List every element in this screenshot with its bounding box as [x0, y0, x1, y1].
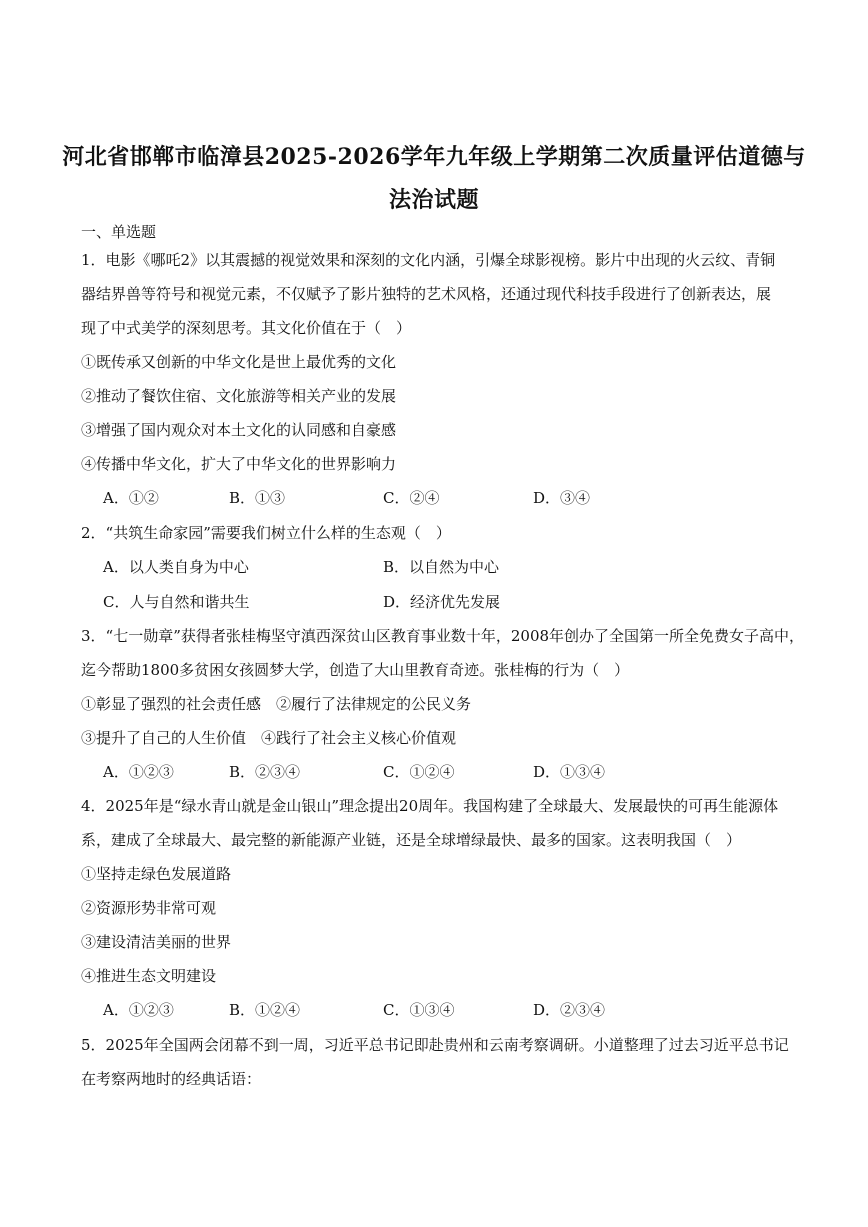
q3-option-d[interactable]: D．①③④ [533, 763, 606, 781]
q4-statement-4: ④推进生态文明建设 [81, 967, 217, 985]
q4-statement-3: ③建设清洁美丽的世界 [81, 933, 232, 951]
q5-stem-line1: 5．2025年全国两会闭幕不到一周，习近平总书记即赴贵州和云南考察调研。小道整理了过去习近平总书记 [81, 1036, 789, 1054]
q1-option-a[interactable]: A．①② [103, 489, 159, 507]
q1-stem-line2: 器结界兽等符号和视觉元素，不仅赋予了影片独特的艺术风格，还通过现代科技手段进行了创新表达，展 [81, 285, 772, 303]
q1-stem-line1: 1．电影《哪吒2》以其震撼的视觉效果和深刻的文化内涵，引爆全球影视榜。影片中出现的火云纹、青铜 [81, 251, 776, 269]
section-heading: 一、单选题 [81, 223, 157, 241]
q3-stem-line1: 3．“七一勋章”获得者张桂梅坚守滇西深贫山区教育事业数十年，2008年创办了全国第一所全免费女子高中， [81, 627, 805, 645]
q5-stem-line2: 在考察两地时的经典话语： [81, 1070, 262, 1088]
q1-statement-2: ②推动了餐饮住宿、文化旅游等相关产业的发展 [81, 387, 397, 405]
q1-statement-3: ③增强了国内观众对本土文化的认同感和自豪感 [81, 421, 397, 439]
q1-option-c[interactable]: C．②④ [383, 489, 440, 507]
q4-option-a[interactable]: A．①②③ [103, 1001, 174, 1019]
q2-option-c[interactable]: C．人与自然和谐共生 [103, 593, 250, 611]
q3-statements-2: ③提升了自己的人生价值 ④践行了社会主义核心价值观 [81, 729, 457, 747]
q2-option-d[interactable]: D．经济优先发展 [383, 593, 501, 611]
q4-statement-1: ①坚持走绿色发展道路 [81, 865, 232, 883]
q1-option-b[interactable]: B．①③ [229, 489, 286, 507]
q3-option-a[interactable]: A．①②③ [103, 763, 174, 781]
q3-stem-line2: 迄今帮助1800多贫困女孩圆梦大学，创造了大山里教育奇迹。张桂梅的行为（ ） [81, 661, 630, 679]
q1-statement-4: ④传播中华文化，扩大了中华文化的世界影响力 [81, 455, 397, 473]
q4-stem-line2: 系，建成了全球最大、最完整的新能源产业链，还是全球增绿最快、最多的国家。这表明我国（ ） [81, 831, 742, 849]
q4-option-c[interactable]: C．①③④ [383, 1001, 455, 1019]
q4-statement-2: ②资源形势非常可观 [81, 899, 217, 917]
exam-title-line1: 河北省邯郸市临漳县2025-2026学年九年级上学期第二次质量评估道德与 [62, 144, 806, 170]
q1-statement-1: ①既传承又创新的中华文化是世上最优秀的文化 [81, 353, 397, 371]
q3-statements-1: ①彰显了强烈的社会责任感 ②履行了法律规定的公民义务 [81, 695, 472, 713]
q1-stem-line3: 现了中式美学的深刻思考。其文化价值在于（ ） [81, 319, 412, 337]
q3-option-c[interactable]: C．①②④ [383, 763, 455, 781]
q4-stem-line1: 4．2025年是“绿水青山就是金山银山”理念提出20周年。我国构建了全球最大、发展最快的可再生能源体 [81, 797, 779, 815]
q1-option-d[interactable]: D．③④ [533, 489, 591, 507]
q4-option-d[interactable]: D．②③④ [533, 1001, 606, 1019]
q4-option-b[interactable]: B．①②④ [229, 1001, 301, 1019]
q2-option-a[interactable]: A．以人类自身为中心 [103, 558, 249, 576]
q2-stem: 2．“共筑生命家园”需要我们树立什么样的生态观（ ） [81, 524, 451, 542]
q2-option-b[interactable]: B．以自然为中心 [383, 558, 500, 576]
q3-option-b[interactable]: B．②③④ [229, 763, 301, 781]
exam-title-line2: 法治试题 [388, 187, 479, 213]
